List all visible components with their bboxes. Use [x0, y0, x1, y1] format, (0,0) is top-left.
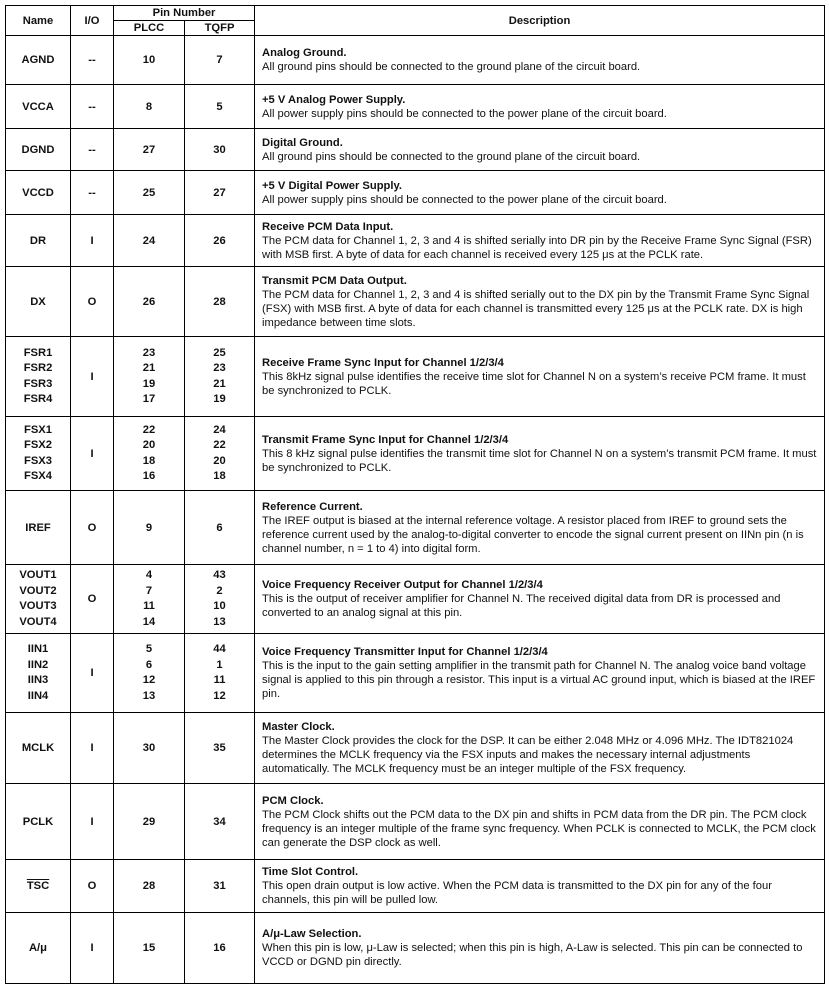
table-row	[6, 129, 825, 171]
pin-tqfp-line: 2	[216, 584, 223, 597]
pin-plcc: 28	[114, 860, 185, 913]
pin-name: VCCD	[6, 171, 71, 215]
pin-tqfp-line: 44	[213, 643, 226, 655]
description-title: Receive PCM Data Input.	[262, 220, 394, 233]
description-text: All ground pins should be connected to the ground plane of the circuit board.	[262, 61, 641, 73]
pin-plcc: 10	[114, 36, 185, 85]
pin-plcc-line: 17	[142, 393, 156, 405]
description-text: The PCM data for Channel 1, 2, 3 and 4 is shifted serially out to the DX pin by the Transmit Frame Sync Signal (FSX) with MSB first. A byte of data for each channel is transmitted every 125 μs at the PCLK rate. DX is high impedance between time slots.	[262, 288, 810, 329]
table-row	[6, 215, 825, 267]
pin-description	[255, 36, 825, 85]
pin-plcc-line: 6	[145, 658, 153, 671]
header-plcc: PLCC	[114, 21, 185, 36]
pin-description-table	[5, 5, 825, 984]
table-row	[6, 913, 825, 984]
pin-name: DGND	[6, 129, 71, 171]
pin-name-line: IIN1	[27, 643, 49, 655]
pin-tqfp-line: 19	[213, 393, 226, 405]
pin-plcc: 15	[114, 913, 185, 984]
pin-description	[255, 171, 825, 215]
pin-tqfp-line: 25	[213, 346, 226, 359]
pin-description	[255, 913, 825, 984]
pin-plcc	[114, 337, 185, 417]
description-text: All power supply pins should be connected to the power plane of the circuit board.	[262, 107, 667, 120]
description-title: A/μ-Law Selection.	[262, 928, 362, 940]
table-row	[6, 337, 825, 417]
pin-tqfp	[185, 417, 255, 491]
pin-name-line: FSX1	[24, 423, 52, 436]
pin-name-line: FSX4	[24, 470, 52, 482]
pin-tqfp-line: 43	[213, 569, 226, 581]
pin-tqfp: 26	[185, 215, 255, 267]
pin-tqfp-line: 21	[213, 377, 226, 390]
pin-name-line: FSR2	[23, 362, 53, 374]
header-description: Description	[255, 6, 825, 36]
pin-plcc-line: 22	[142, 423, 156, 436]
description-text: The IREF output is biased at the internal reference voltage. A resistor placed from IREF to ground sets the reference current used by the analog-to-digital converter to encode the signal current present on IINn pin (n is channel number, n = 1 to 4) into digital form.	[262, 514, 804, 555]
pin-tqfp: 30	[185, 129, 255, 171]
pin-plcc-line: 18	[142, 454, 156, 467]
pin-plcc: 30	[114, 713, 185, 784]
pin-io: I	[71, 913, 114, 984]
pin-tqfp: 27	[185, 171, 255, 215]
pin-plcc	[114, 417, 185, 491]
header-pin-number: Pin Number	[114, 6, 255, 21]
pin-plcc: 24	[114, 215, 185, 267]
pin-plcc-line: 11	[143, 600, 155, 612]
pin-description	[255, 215, 825, 267]
table-row	[6, 85, 825, 129]
description-text: The PCM data for Channel 1, 2, 3 and 4 is shifted serially into DR pin by the Receive Frame Sync Signal (FSR) with MSB first. A byte of data for each channel is received every 125 μs at the PCLK rate.	[262, 234, 812, 261]
pin-description	[255, 713, 825, 784]
pin-io: O	[71, 565, 114, 634]
description-title: Voice Frequency Receiver Output for Channel 1/2/3/4	[262, 579, 543, 591]
pin-tqfp-line: 11	[213, 674, 226, 686]
description-text: The Master Clock provides the clock for the DSP. It can be either 2.048 MHz or 4.096 MHz. The IDT821024 determines the MCLK frequency via the FSX inputs and makes the necessary internal adjustments automatically. The MCLK frequency must be an integer multiple of the FSX frequency.	[262, 735, 794, 775]
pin-description	[255, 565, 825, 634]
pin-tqfp: 6	[185, 491, 255, 565]
pin-io: --	[71, 36, 114, 85]
pin-plcc-line: 14	[142, 615, 156, 628]
description-title: Reference Current.	[262, 500, 363, 513]
description-title: Time Slot Control.	[262, 866, 359, 878]
description-text: All power supply pins should be connected to the power plane of the circuit board.	[262, 193, 667, 206]
pin-plcc	[114, 565, 185, 634]
pin-io: I	[71, 337, 114, 417]
pin-name	[6, 417, 71, 491]
description-text: When this pin is low, μ-Law is selected; when this pin is high, A-Law is selected. This pin can be connected to VCCD or DGND pin directly.	[262, 942, 803, 968]
pin-io: --	[71, 129, 114, 171]
pin-name-line: FSX3	[24, 454, 52, 467]
description-title: PCM Clock.	[262, 794, 324, 807]
pin-plcc: 29	[114, 784, 185, 860]
pin-name	[6, 634, 71, 713]
header-tqfp: TQFP	[185, 21, 255, 36]
pin-tqfp: 34	[185, 784, 255, 860]
description-text: This is the input to the gain setting amplifier in the transmit path for Channel N. The analog voice band voltage signal is applied to this pin through a resistor. This input is a virtual AC ground input, which is biased at the IREF pin.	[262, 660, 816, 700]
pin-io: I	[71, 784, 114, 860]
pin-description	[255, 417, 825, 491]
pin-description	[255, 784, 825, 860]
table-row	[6, 171, 825, 215]
pin-tqfp: 5	[185, 85, 255, 129]
table-row	[6, 491, 825, 565]
pin-name-line: VOUT4	[19, 615, 57, 628]
pin-plcc-line: 4	[145, 569, 153, 581]
pin-name-line: FSR4	[23, 393, 53, 405]
description-text: All ground pins should be connected to the ground plane of the circuit board.	[262, 150, 641, 163]
description-text: This 8 kHz signal pulse identifies the transmit time slot for Channel N on a system’s transmit PCM frame. It must be synchronized to PCLK.	[262, 447, 817, 474]
header-io: I/O	[71, 6, 114, 36]
table-row	[6, 267, 825, 337]
pin-description	[255, 634, 825, 713]
pin-tqfp	[185, 337, 255, 417]
pin-tqfp	[185, 634, 255, 713]
description-title: Transmit PCM Data Output.	[262, 274, 407, 287]
pin-tqfp-line: 18	[213, 470, 226, 482]
pin-plcc: 9	[114, 491, 185, 565]
pin-io: I	[71, 634, 114, 713]
pin-tqfp: 35	[185, 713, 255, 784]
pin-description	[255, 85, 825, 129]
pin-plcc-line: 16	[142, 470, 156, 482]
description-text: This 8kHz signal pulse identifies the receive time slot for Channel N on a system’s receive PCM frame. It must be synchronized to PCLK.	[262, 370, 806, 397]
pin-tqfp: 7	[185, 36, 255, 85]
pin-plcc: 27	[114, 129, 185, 171]
pin-description	[255, 491, 825, 565]
pin-name	[6, 337, 71, 417]
pin-name: DX	[6, 267, 71, 337]
pin-plcc	[114, 634, 185, 713]
pin-name-line: IIN2	[27, 658, 49, 671]
pin-name-line: VOUT3	[19, 600, 57, 612]
pin-tqfp-line: 1	[216, 658, 223, 671]
pin-io: O	[71, 491, 114, 565]
description-title: Transmit Frame Sync Input for Channel 1/2/3/4	[262, 433, 509, 446]
pin-name-line: IIN3	[27, 674, 49, 686]
pin-io: I	[71, 417, 114, 491]
pin-name-line: FSX2	[24, 439, 52, 451]
pin-name-line: VOUT2	[19, 584, 57, 597]
pin-name: A/μ	[6, 913, 71, 984]
pin-name: PCLK	[6, 784, 71, 860]
pin-io: --	[71, 171, 114, 215]
pin-name-line: VOUT1	[19, 569, 57, 581]
pin-plcc-line: 19	[142, 377, 156, 390]
description-title: Receive Frame Sync Input for Channel 1/2/3/4	[262, 356, 504, 369]
pin-name: MCLK	[6, 713, 71, 784]
pin-tqfp-line: 23	[213, 362, 226, 374]
pin-name: DR	[6, 215, 71, 267]
pin-name-line: IIN4	[27, 689, 49, 702]
description-title: Voice Frequency Transmitter Input for Channel 1/2/3/4	[262, 646, 548, 658]
description-title: Master Clock.	[262, 721, 335, 733]
pin-tqfp-line: 12	[213, 689, 226, 702]
table-row	[6, 860, 825, 913]
pin-description	[255, 337, 825, 417]
pin-name	[6, 565, 71, 634]
pin-io: I	[71, 713, 114, 784]
pin-io: O	[71, 860, 114, 913]
pin-plcc: 25	[114, 171, 185, 215]
pin-name: AGND	[6, 36, 71, 85]
pin-name: IREF	[6, 491, 71, 565]
pin-io: I	[71, 215, 114, 267]
description-title: Analog Ground.	[262, 47, 347, 59]
description-text: The PCM Clock shifts out the PCM data to the DX pin and shifts in PCM data from the DR pin. The PCM clock frequency is an integer multiple of the frame sync frequency. When PCLK is connected to MCLK, the PCM clock can generate the DSP clock as well.	[262, 808, 816, 849]
pin-plcc-line: 20	[142, 439, 156, 451]
pin-tqfp	[185, 565, 255, 634]
pin-description	[255, 129, 825, 171]
pin-description	[255, 267, 825, 337]
table-row	[6, 565, 825, 634]
description-text: This open drain output is low active. When the PCM data is transmitted to the DX pin for any of the four channels, this pin will be pulled low.	[262, 880, 772, 906]
header-name: Name	[6, 6, 71, 36]
table-row	[6, 36, 825, 85]
pin-plcc-line: 5	[145, 643, 153, 655]
pin-plcc: 26	[114, 267, 185, 337]
table-row	[6, 634, 825, 713]
table-row	[6, 713, 825, 784]
pin-rows	[6, 36, 825, 984]
pin-name: VCCA	[6, 85, 71, 129]
pin-description	[255, 860, 825, 913]
table-row	[6, 784, 825, 860]
description-text: This is the output of receiver amplifier for Channel N. The received digital data from DR is processed and converted to an analog signal at this pin.	[262, 593, 781, 619]
pin-tqfp: 16	[185, 913, 255, 984]
pin-name-line: FSR1	[23, 346, 53, 359]
pin-io: --	[71, 85, 114, 129]
pin-name: $\overline{TSC}$	[6, 860, 71, 913]
pin-name-line: FSR3	[23, 377, 53, 390]
pin-tqfp: 31	[185, 860, 255, 913]
pin-tqfp: 28	[185, 267, 255, 337]
pin-plcc-line: 21	[142, 362, 156, 374]
pin-tqfp-line: 20	[213, 454, 226, 467]
description-title: Digital Ground.	[262, 136, 343, 149]
pin-io: O	[71, 267, 114, 337]
pin-plcc-line: 7	[145, 584, 153, 597]
description-title: +5 V Analog Power Supply.	[262, 93, 406, 106]
pin-tqfp-line: 13	[213, 615, 226, 628]
pin-plcc-line: 23	[142, 346, 156, 359]
pin-plcc: 8	[114, 85, 185, 129]
pin-plcc-line: 13	[142, 689, 156, 702]
pin-tqfp-line: 24	[213, 423, 226, 436]
description-title: +5 V Digital Power Supply.	[262, 179, 402, 192]
pin-plcc-line: 12	[142, 674, 156, 686]
table-row	[6, 417, 825, 491]
pin-tqfp-line: 22	[213, 439, 226, 451]
pin-tqfp-line: 10	[213, 600, 226, 612]
